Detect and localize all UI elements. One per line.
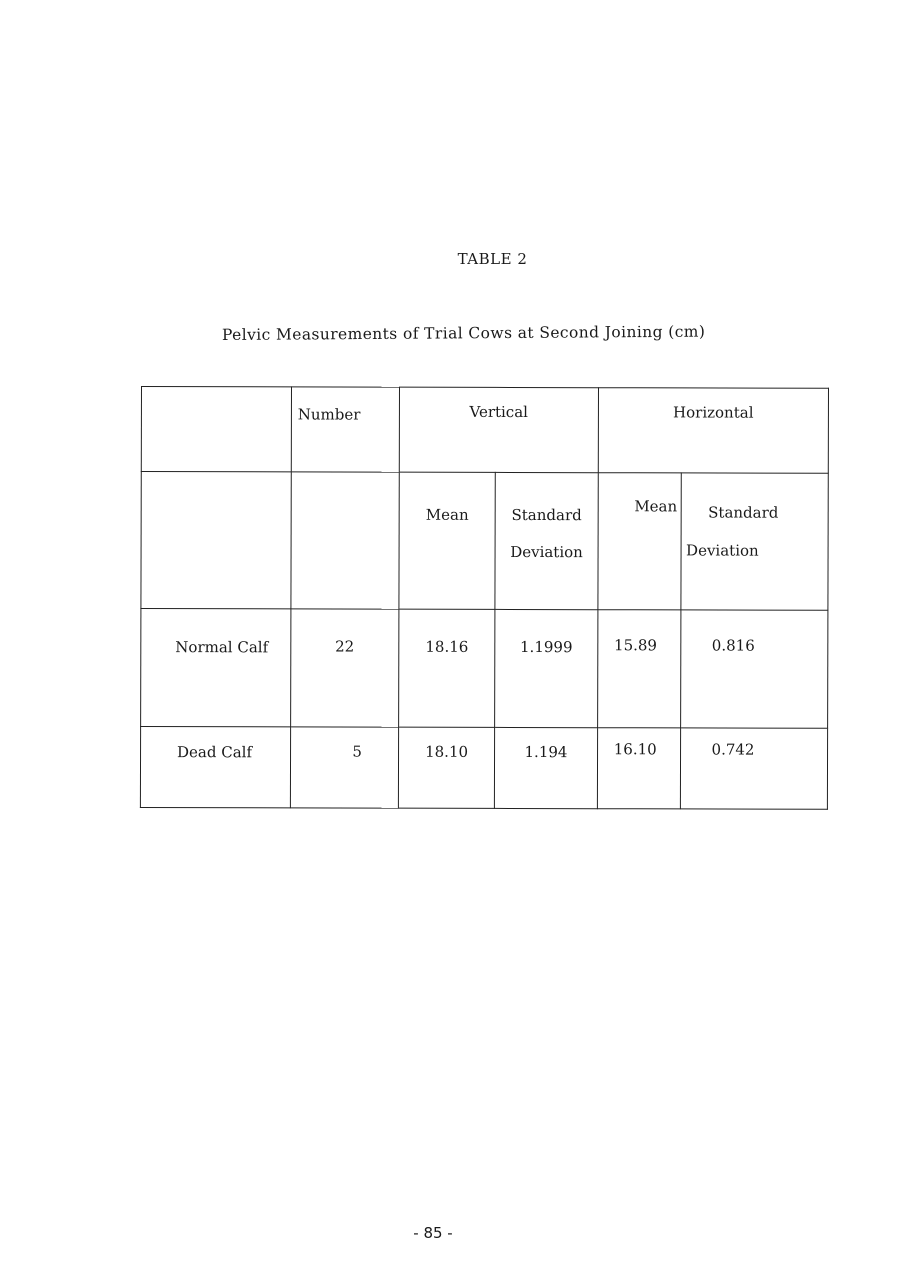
row-number: 5 — [290, 727, 398, 808]
row-vertical-sd: 1.194 — [495, 727, 598, 808]
header-vertical: Vertical — [399, 387, 598, 473]
subheader-horizontal-mean: Mean — [598, 473, 682, 610]
subheader-horizontal-sd-line1: Standard — [708, 503, 779, 522]
table-subheader-row — [141, 472, 828, 611]
subheader-horizontal-sd-line2: Deviation — [686, 541, 759, 560]
subheader-vertical-sd-line2: Deviation — [510, 542, 583, 562]
header-horizontal: Horizontal — [598, 388, 829, 474]
header-number: Number — [291, 387, 399, 472]
subheader-empty-cell — [141, 472, 291, 609]
row-vertical-mean: 18.10 — [398, 727, 495, 808]
row-label: Dead Calf — [140, 727, 290, 808]
page-number: - 85 - — [413, 1224, 453, 1242]
row-vertical-mean: 18.16 — [398, 609, 495, 727]
row-number: 22 — [290, 609, 398, 727]
header-empty-cell — [141, 387, 291, 472]
table-header-row — [141, 387, 828, 474]
table-title: TABLE 2 — [457, 250, 528, 268]
row-horizontal-mean: 16.10 — [597, 728, 681, 809]
subheader-number-empty — [291, 472, 399, 609]
subheader-vertical-mean: Mean — [399, 472, 496, 609]
subheader-horizontal-sd — [681, 473, 828, 610]
row-label: Normal Calf — [141, 609, 291, 727]
table-row — [140, 727, 827, 810]
table-row — [141, 609, 828, 729]
pelvic-measurements-table — [140, 386, 829, 810]
row-vertical-sd: 1.1999 — [495, 609, 598, 727]
subheader-vertical-sd-line1: Standard — [511, 505, 582, 525]
row-horizontal-sd: 0.742 — [681, 728, 828, 809]
subheader-vertical-sd — [495, 472, 598, 609]
row-horizontal-sd: 0.816 — [681, 610, 828, 728]
table-caption: Pelvic Measurements of Trial Cows at Second Joining (cm) — [221, 322, 706, 344]
row-horizontal-mean: 15.89 — [597, 610, 681, 728]
